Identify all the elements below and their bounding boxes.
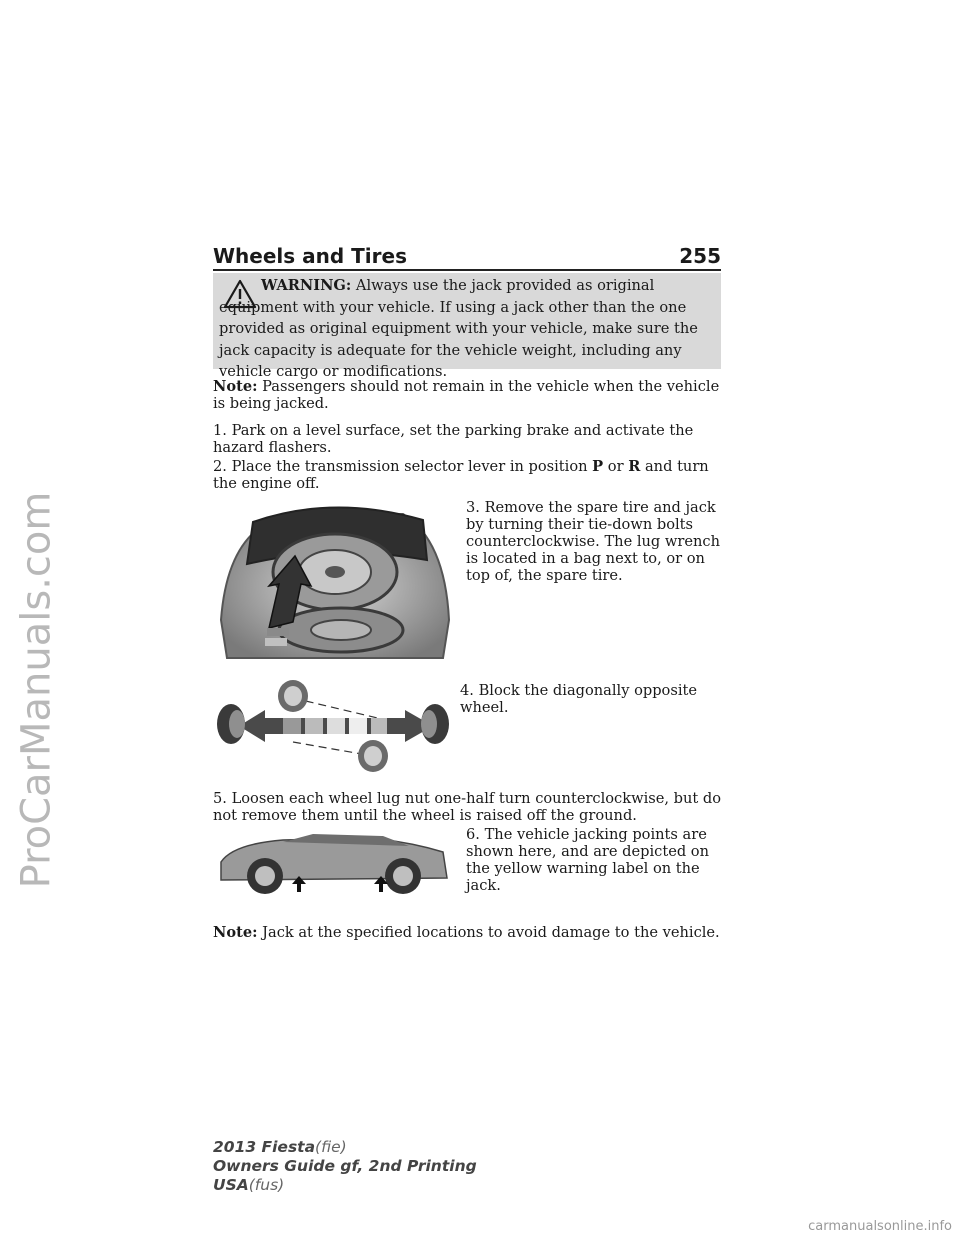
footer-edition: Owners Guide gf, 2nd Printing bbox=[213, 1157, 477, 1175]
note-text: Passengers should not remain in the vehicle when the vehicle is being jacked. bbox=[213, 378, 720, 412]
spare-tire-well-illustration bbox=[213, 500, 453, 660]
footer-line-1 bbox=[213, 1138, 477, 1157]
step-2 bbox=[213, 458, 721, 492]
header-rule bbox=[213, 269, 721, 271]
wheel-block-illustration bbox=[213, 676, 453, 776]
footer-market: USA bbox=[213, 1176, 249, 1194]
footer-model: 2013 Fiesta bbox=[213, 1138, 316, 1156]
step-1: 1. Park on a level surface, set the parking brake and activate the hazard flashers. bbox=[213, 422, 694, 456]
note-text: Jack at the specified locations to avoid damage to the vehicle. bbox=[262, 924, 720, 941]
page-footer bbox=[213, 1138, 477, 1195]
side-watermark-text: ProCarManuals.com bbox=[13, 491, 59, 889]
step-6: 6. The vehicle jacking points are shown here, and are depicted on the yellow warning label on the jack. bbox=[466, 826, 709, 894]
step-2-text-b: or bbox=[603, 458, 629, 475]
footer-model-code: (fie) bbox=[315, 1138, 347, 1156]
section-title: Wheels and Tires bbox=[213, 244, 407, 268]
warning-body: Always use the jack provided as original equipment with your vehicle. If using a jack other than the one provided as original equipment with your vehicle, make sure the jack capacity is adequate for the vehicle weight, including any vehicle cargo or modifications. bbox=[219, 277, 698, 380]
footer-line-3 bbox=[213, 1176, 477, 1195]
step-5: 5. Loosen each wheel lug nut one-half turn counterclockwise, but do not remove them until the wheel is raised off the ground. bbox=[213, 790, 722, 824]
footer-line-2 bbox=[213, 1157, 477, 1176]
step-2-text-c: and turn the engine off. bbox=[213, 458, 709, 492]
step-4: 4. Block the diagonally opposite wheel. bbox=[460, 682, 698, 716]
note-label: Note: bbox=[213, 924, 258, 941]
note-passengers bbox=[213, 378, 721, 412]
note-label: Note: bbox=[213, 378, 258, 395]
side-watermark bbox=[6, 300, 66, 1080]
warning-box bbox=[213, 273, 721, 380]
page-number: 255 bbox=[679, 244, 721, 268]
warning-label: WARNING: bbox=[261, 277, 352, 294]
bottom-watermark: carmanualsonline.info bbox=[808, 1219, 952, 1234]
step-3: 3. Remove the spare tire and jack by turning their tie-down bolts counterclockwise. The lug wrench is located in a bag next to, or on top of, the spare tire. bbox=[466, 499, 720, 584]
note-jack-locations bbox=[213, 924, 721, 941]
gear-r: R bbox=[628, 458, 641, 475]
step-2-text-a: 2. Place the transmission selector lever in position bbox=[213, 458, 593, 475]
jacking-points-illustration bbox=[213, 832, 453, 902]
footer-market-code: (fus) bbox=[248, 1176, 285, 1194]
warning-text bbox=[219, 275, 713, 383]
page-header bbox=[213, 228, 721, 268]
gear-p: P bbox=[592, 458, 604, 475]
